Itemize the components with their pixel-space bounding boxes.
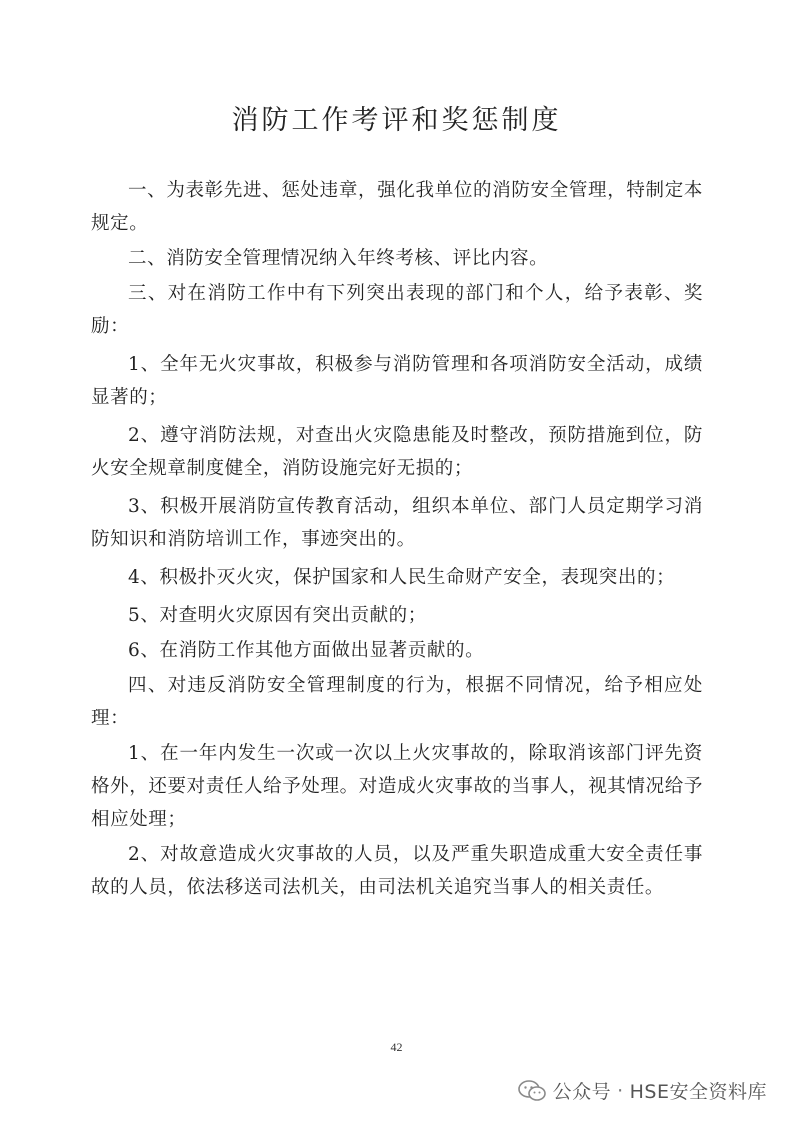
page-number: 42 xyxy=(390,1040,403,1054)
paragraph-5: 2、遵守消防法规，对查出火灾隐患能及时整改，预防措施到位，防火安全规章制度健全，消防设施完好无损的； xyxy=(91,425,703,479)
document-body xyxy=(91,174,703,904)
document-title: 消防工作考评和奖惩制度 xyxy=(231,105,562,136)
paragraph-3: 三、对在消防工作中有下列突出表现的部门和个人，给予表彰、奖励： xyxy=(91,283,703,337)
paragraph-8: 5、对查明火灾原因有突出贡献的； xyxy=(128,605,427,626)
paragraph-10: 四、对违反消防安全管理制度的行为，根据不同情况，给予相应处理： xyxy=(91,675,703,729)
watermark-account-name: HSE安全资料库 xyxy=(629,1081,767,1103)
watermark xyxy=(518,1077,767,1104)
watermark-account-label: 公众号 xyxy=(552,1081,612,1103)
paragraph-11: 1、在一年内发生一次或一次以上火灾事故的，除取消该部门评先资格外，还要对责任人给予处理。对造成火灾事故的当事人，视其情况给予相应处理； xyxy=(91,743,703,830)
paragraph-12: 2、对故意造成火灾事故的人员，以及严重失职造成重大安全责任事故的人员，依法移送司法机关，由司法机关追究当事人的相关责任。 xyxy=(91,844,703,898)
paragraph-1: 一、为表彰先进、惩处违章，强化我单位的消防安全管理，特制定本规定。 xyxy=(91,180,703,234)
watermark-separator: · xyxy=(617,1079,624,1102)
paragraph-6: 3、积极开展消防宣传教育活动，组织本单位、部门人员定期学习消防知识和消防培训工作，事迹突出的。 xyxy=(91,496,703,550)
paragraph-4: 1、全年无火灾事故，积极参与消防管理和各项消防安全活动，成绩显著的； xyxy=(91,354,703,408)
wechat-icon xyxy=(518,1080,546,1102)
paragraph-9: 6、在消防工作其他方面做出显著贡献的。 xyxy=(128,640,485,661)
paragraph-2: 二、消防安全管理情况纳入年终考核、评比内容。 xyxy=(128,248,549,269)
paragraph-7: 4、积极扑灭火灾，保护国家和人民生命财产安全，表现突出的； xyxy=(128,567,676,588)
